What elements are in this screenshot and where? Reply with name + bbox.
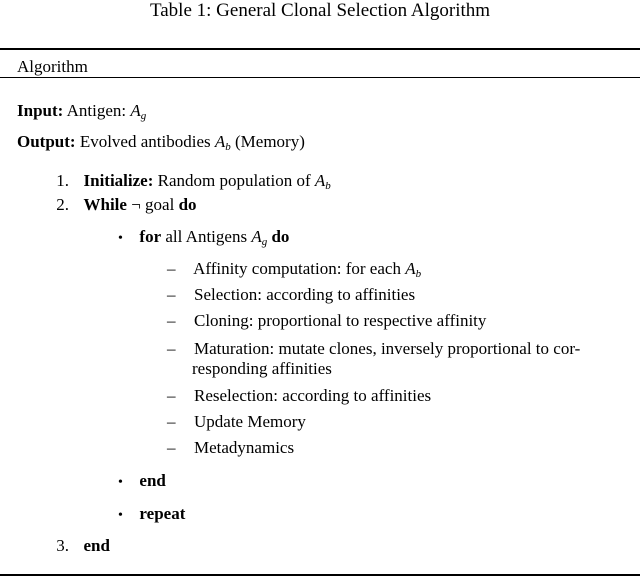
table-caption: Table 1: General Clonal Selection Algorithm — [149, 0, 491, 21]
step-1 — [49, 171, 331, 191]
substep-text: Metadynamics — [194, 438, 295, 457]
step-text: Random population of — [157, 171, 311, 190]
input-text: Antigen: — [66, 101, 127, 120]
bullet-icon: • — [118, 508, 123, 523]
substep-text-line2: responding affinities — [192, 359, 332, 378]
step-number: 1. — [56, 171, 69, 190]
substep-7 — [167, 438, 294, 458]
step-keyword: end — [83, 536, 110, 555]
loop-end — [118, 471, 166, 491]
step-keyword-do: do — [178, 195, 197, 214]
input-line — [17, 101, 146, 121]
input-subscript: g — [140, 110, 147, 122]
table-header: Algorithm — [17, 57, 88, 76]
for-line — [118, 227, 289, 247]
header-rule — [0, 77, 640, 78]
dash-icon: – — [167, 386, 176, 405]
substep-1 — [167, 259, 421, 279]
substep-text: Reselection: according to affinities — [194, 386, 432, 405]
for-symbol: A — [251, 227, 262, 246]
dash-icon: – — [167, 259, 176, 278]
dash-icon: – — [167, 412, 176, 431]
step-subscript: b — [325, 180, 331, 192]
for-text: all Antigens — [165, 227, 248, 246]
output-tail: (Memory) — [235, 132, 305, 151]
step-keyword: While — [83, 195, 127, 214]
substep-symbol: A — [405, 259, 416, 278]
substep-4-continuation — [192, 359, 332, 379]
for-keyword: for — [139, 227, 162, 246]
loop-repeat — [118, 504, 185, 524]
step-keyword: Initialize: — [83, 171, 154, 190]
step-3 — [49, 536, 110, 556]
for-do-keyword: do — [271, 227, 290, 246]
output-label: Output: — [17, 132, 76, 151]
step-condition: ¬ goal — [131, 195, 175, 214]
dash-icon: – — [167, 285, 176, 304]
input-symbol: A — [130, 101, 141, 120]
substep-6 — [167, 412, 306, 432]
step-2 — [49, 195, 197, 215]
step-number: 3. — [56, 536, 69, 555]
output-text: Evolved antibodies — [79, 132, 211, 151]
substep-text: Update Memory — [194, 412, 306, 431]
output-line — [17, 132, 305, 152]
end-keyword: end — [139, 471, 166, 490]
dash-icon: – — [167, 438, 176, 457]
dash-icon: – — [167, 311, 176, 330]
input-label: Input: — [17, 101, 64, 120]
output-symbol: A — [214, 132, 226, 151]
substep-4 — [167, 339, 580, 359]
substep-2 — [167, 285, 415, 305]
substep-text-line1: Maturation: mutate clones, inversely proportional to cor- — [194, 339, 581, 358]
bullet-icon: • — [118, 231, 123, 246]
substep-subscript: b — [415, 268, 422, 280]
bottom-rule — [0, 574, 640, 576]
for-subscript: g — [261, 236, 268, 248]
step-number: 2. — [56, 195, 69, 214]
substep-3 — [167, 311, 486, 331]
bullet-icon: • — [118, 475, 123, 490]
substep-text: Affinity computation: for each — [193, 259, 401, 278]
repeat-keyword: repeat — [139, 504, 186, 523]
substep-text: Cloning: proportional to respective affinity — [194, 311, 487, 330]
top-rule — [0, 48, 640, 50]
dash-icon: – — [167, 339, 176, 358]
step-symbol: A — [314, 171, 326, 190]
substep-text: Selection: according to affinities — [194, 285, 416, 304]
substep-5 — [167, 386, 431, 406]
output-subscript: b — [225, 141, 231, 153]
